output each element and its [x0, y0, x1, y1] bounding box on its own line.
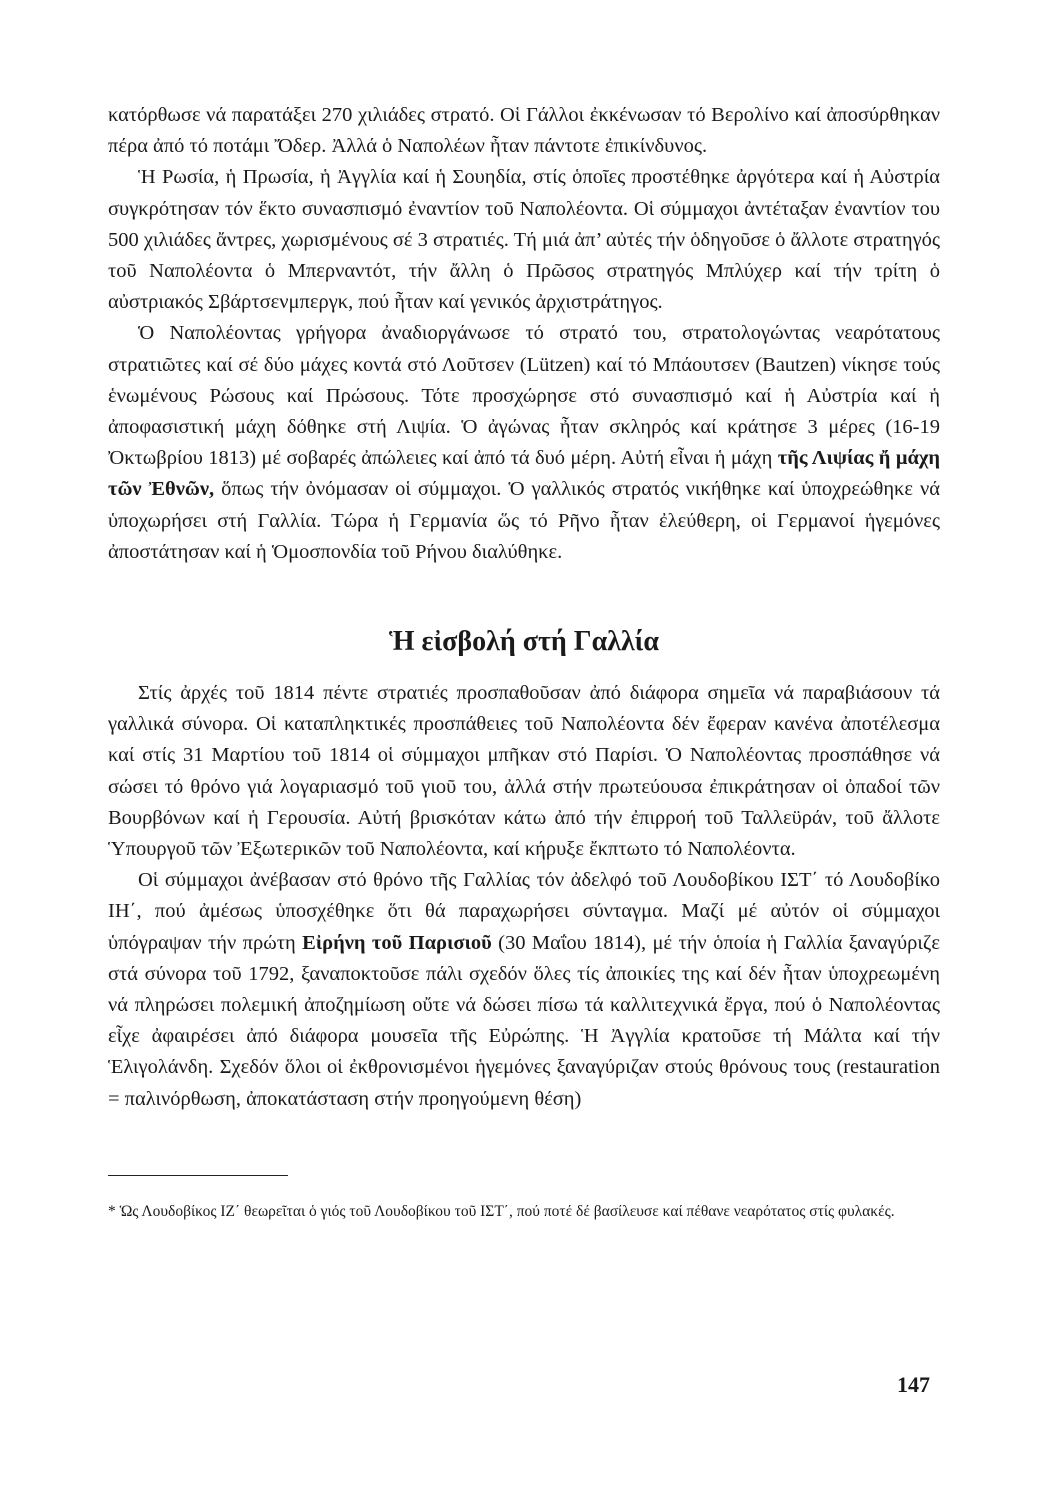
paragraph-invasion: Στίς ἀρχές τοῦ 1814 πέντε στρατιές προσπαθοῦσαν ἀπό διάφορα σημεῖα νά παραβιάσουν τά γαλλικά σύνορα. Οἱ καταπληκτικές προσπάθειες τοῦ Ναπολέοντα δέν ἔφεραν κανένα ἀποτέλεσμα καί στίς 31 Μαρτίου τοῦ 1814 οἱ σύμμαχοι μπῆκαν στό Παρίσι. Ὁ Ναπολέοντας προσπάθησε νά σώσει τό θρόνο γιά λογαριασμό τοῦ γιοῦ του, ἀλλά στήν πρωτεύουσα ἐπικράτησαν οἱ ὀπαδοί τῶν Βουρβόνων καί ἡ Γερουσία. Αὐτή βρισκόταν κάτω ἀπό τήν ἐπιρροή τοῦ Ταλλεϋράν, τοῦ ἄλλοτε Ὑπουργοῦ τῶν Ἐξωτερικῶν τοῦ Ναπολέοντα, καί κήρυξε ἔκπτωτο τό Ναπολέοντα.	[108, 682, 940, 861]
paragraph-treaty-paris	[108, 865, 940, 1115]
footnote-divider	[108, 1175, 288, 1176]
treaty-of-paris-term: Εἰρήνη τοῦ Παρισιοῦ	[302, 931, 492, 954]
paragraph-leipzig-text-2: ὅπως τήν ὀνόμασαν οἱ σύμμαχοι. Ὁ γαλλικός στρατός νικήθηκε καί ὑποχρεώθηκε νά ὑποχωρήσει στή Γαλλία. Τώρα ἡ Γερμανία ὥς τό Ρῆνο ἦταν ἐλεύθερη, οἱ Γερμανοί ἡγεμόνες ἀποστάτησαν καί ἡ Ὁμοσπονδία τοῦ Ρήνου διαλύθηκε.	[108, 478, 940, 563]
page-body	[108, 100, 940, 1224]
paragraph-leipzig	[108, 318, 940, 568]
paragraph-leipzig-text-1: Ὁ Ναπολέοντας γρήγορα ἀναδιοργάνωσε τό στρατό του, στρατολογώντας νεαρότατους στρατιῶτες καί σέ δύο μάχες κοντά στό Λοῦτσεν (Lützen) καί τό Μπάουτσεν (Bautzen) νίκησε τούς ἑνωμένους Ρώσους καί Πρώσους. Τότε προσχώρησε στό συνασπισμό καί ἡ Αὐστρία καί ἡ ἀποφασιστική μάχη δόθηκε στή Λιψία. Ὁ ἀγώνας ἦταν σκληρός καί κράτησε 3 μέρες (16-19 Ὀκτωβρίου 1813) μέ σοβαρές ἀπώλειες καί ἀπό τά δυό μέρη. Αὐτή εἶναι ἡ μάχη	[108, 322, 940, 470]
footnote: * Ὡς Λουδοβίκος ΙΖ΄ θεωρεῖται ὁ γιός τοῦ Λουδοβίκου τοῦ ΙΣΤ΄, πού ποτέ δέ βασίλευσε καί πέθανε νεαρότατος στίς φυλακές.	[108, 1202, 895, 1220]
paragraph-treaty-text-2: (30 Μαΐου 1814), μέ τήν ὁποία ἡ Γαλλία ξαναγύριζε στά σύνορα τοῦ 1792, ξαναποκτοῦσε πάλι σχεδόν ὅλες τίς ἀποικίες της καί δέν ἦταν ὑποχρεωμένη νά πληρώσει πολεμική ἀποζημίωση οὔτε νά δώσει πίσω τά καλλιτεχνικά ἔργα, πού ὁ Ναπολέοντας εἶχε ἀφαιρέσει ἀπό διάφορα μουσεῖα τῆς Εὐρώπης. Ἡ Ἀγγλία κρατοῦσε τή Μάλτα καί τήν Ἑλιγολάνδη. Σχεδόν ὅλοι οἱ ἐκθρονισμένοι ἡγεμόνες ξαναγύριζαν στούς θρόνους τους (restauration = παλινόρθωση, ἀποκατάσταση στήν προηγούμενη θέση)	[108, 931, 940, 1110]
paragraph-treaty-text-1: Οἱ σύμμαχοι ἀνέβασαν στό θρόνο τῆς Γαλλίας τόν ἀδελφό τοῦ Λουδοβίκου ΙΣΤ΄ τό Λουδοβίκο ΙΗ΄, πού ἀμέσως ὑποσχέθηκε ὅτι θά παραχωρήσει σύνταγμα. Μαζί μέ αὐτόν οἱ σύμμαχοι ὑπόγραψαν τήν πρώτη	[108, 869, 940, 954]
paragraph-army-270k: κατόρθωσε νά παρατάξει 270 χιλιάδες στρατό. Οἱ Γάλλοι ἐκκένωσαν τό Βερολίνο καί ἀποσύρθηκαν πέρα ἀπό τό ποτάμι Ὄδερ. Ἀλλά ὁ Ναπολέων ἦταν πάντοτε ἐπικίνδυνος.	[108, 104, 940, 158]
page-number: 147	[897, 1372, 930, 1397]
paragraph-sixth-coalition: Ἡ Ρωσία, ἡ Πρωσία, ἡ Ἀγγλία καί ἡ Σουηδία, στίς ὁποῖες προστέθηκε ἀργότερα καί ἡ Αὐστρία συγκρότησαν τόν ἕκτο συνασπισμό ἐναντίον τοῦ Ναπολέοντα. Οἱ σύμμαχοι ἀντέταξαν ἐναντίον του 500 χιλιάδες ἄντρες, χωρισμένους σέ 3 στρατιές. Τή μιά ἀπ’ αὐτές τήν ὁδηγοῦσε ὁ ἄλλοτε στρατηγός τοῦ Ναπολέοντα ὁ Μπερναντότ, τήν ἄλλη ὁ Πρῶσος στρατηγός Μπλύχερ καί τήν τρίτη ὁ αὐστριακός Σβάρτσενμπεργκ, πού ἦταν καί γενικός ἀρχιστράτηγος.	[108, 166, 940, 314]
battle-of-nations-term: τῆς Λιψίας ἤ μάχη τῶν Ἐθνῶν,	[108, 447, 940, 501]
section-heading: Ἡ εἰσβολή στή Γαλλία	[388, 626, 660, 658]
